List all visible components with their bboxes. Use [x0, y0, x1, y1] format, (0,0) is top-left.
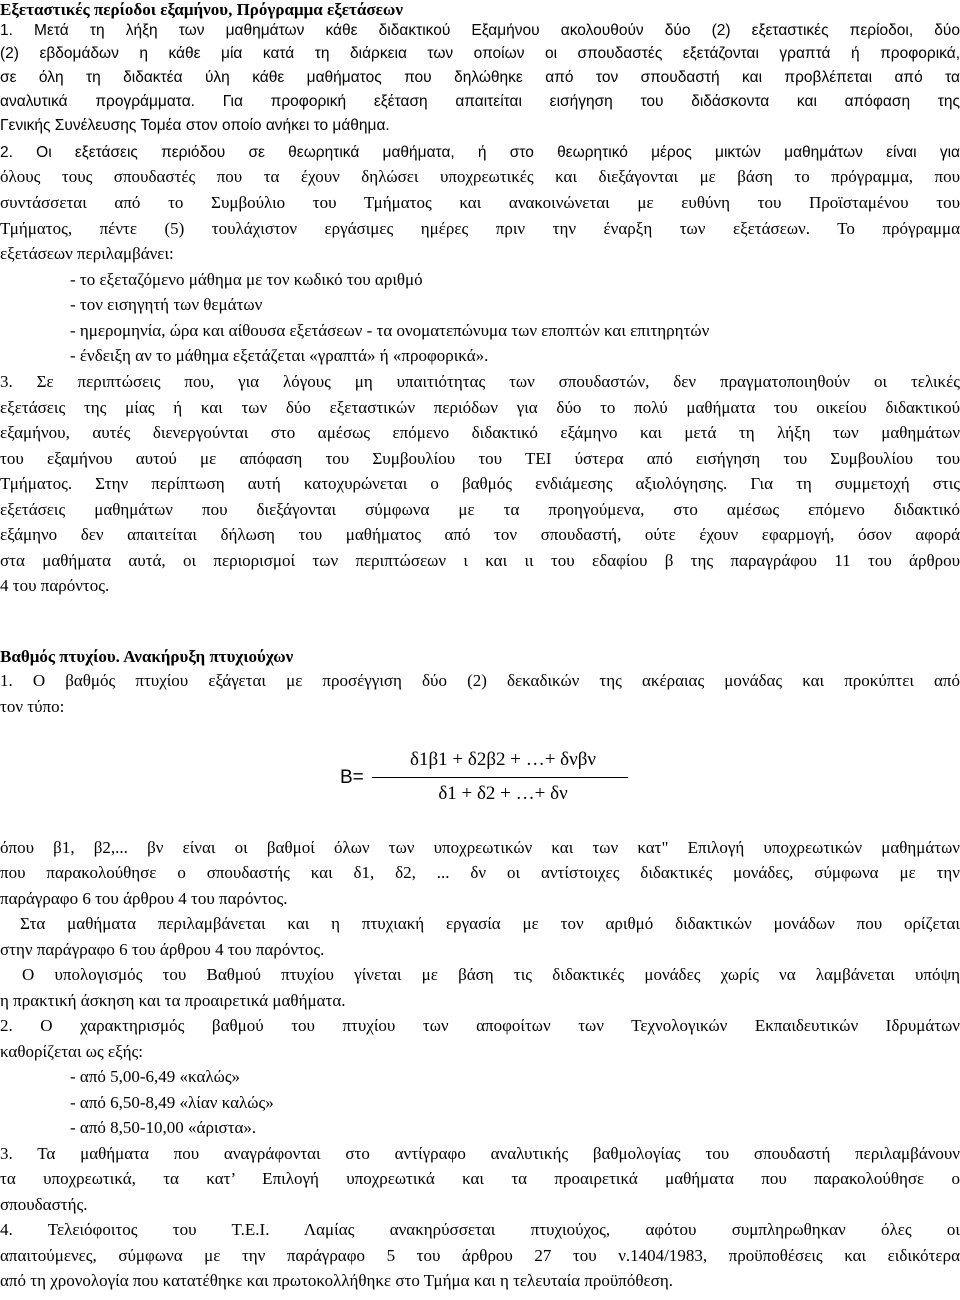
paragraph-line: 1. Ο βαθμός πτυχίου εξάγεται με προσέγγιση δύο (2) δεκαδικών της ακέραιας μονάδας και προκύπτει από [0, 671, 960, 690]
paragraph-line: τον τύπο: [0, 697, 65, 716]
paragraph-line: 2. Ο χαρακτηρισμός βαθμού του πτυχίου των αποφοίτων των Τεχνολογικών Εκπαιδευτικών Ιδρυμάτων [0, 1016, 960, 1035]
fraction-bar [372, 777, 628, 778]
paragraph-line: Γενικής Συνέλευσης Τομέα στον οποίο ανήκει το μάθημα. [0, 117, 390, 134]
paragraph-line: 1. Μετά τη λήξη των μαθημάτων κάθε διδακτικού Εξαμήνου ακολουθούν δύο (2) εξεταστικές περίοδοι, δύο [0, 22, 960, 39]
paragraph-line: εξετάσεις της μίας ή και των δύο εξεταστικών περιόδων για δύο το πολύ μαθήματα του οικείου διδακτικού [0, 398, 960, 417]
list-item: - από 6,50-8,49 «λίαν καλώς» [70, 1093, 274, 1112]
list-item: - από 5,00-6,49 «καλώς» [70, 1067, 241, 1086]
paragraph-line: εξετάσεων περιλαμβάνει: [0, 244, 174, 263]
section-heading-exam-periods: Εξεταστικές περίοδοι εξαμήνου, Πρόγραμμα εξετάσεων [0, 0, 403, 19]
paragraph-line: εξάμηνο δεν απαιτείται δήλωση του μαθήματος από τον σπουδαστή, ούτε έχουν εφαρμογή, όσον αφορά [0, 525, 960, 544]
paragraph-line: Τμήματος. Στην περίπτωση αυτή κατοχυρώνεται ο βαθμός ενδιάμεσης αξιολόγησης. Για τη συμμετοχή στις [0, 474, 960, 493]
paragraph-line: εξαμήνου, αυτές διενεργούνται στο αμέσως επόμενο διδακτικό εξάμηνο και μετά τη λήξη των μαθημάτων [0, 423, 960, 442]
paragraph-line: η πρακτική άσκηση και τα προαιρετικά μαθήματα. [0, 991, 346, 1010]
list-item: - ημερομηνία, ώρα και αίθουσα εξετάσεων - τα ονοματεπώνυμα των εποπτών και επιτηρητών [70, 321, 710, 340]
paragraph-line: σπουδαστής. [0, 1195, 88, 1214]
paragraph-line: Ο υπολογισμός του Βαθμού πτυχίου γίνεται με βάση τις διδακτικές μονάδες χωρίς να λαμβάνεται υπόψη [22, 965, 960, 984]
paragraph-line: συντάσσεται από το Συμβούλιο του Τμήματος και ανακοινώνεται με ευθύνη του Προϊσταμένου του [0, 193, 960, 212]
paragraph-line: καθορίζεται ως εξής: [0, 1042, 143, 1061]
paragraph-line: όλους τους σπουδαστές που τα έχουν δηλώσει υποχρεωτικές και διεξάγονται με βάση το πρόγραμμα, που [0, 167, 960, 186]
list-item: - το εξεταζόμενο μάθημα με τον κωδικό του αριθμό [70, 270, 423, 289]
section-heading-degree-grade: Βαθμός πτυχίου. Ανακήρυξη πτυχιούχων [0, 647, 294, 666]
paragraph-line: όπου β1, β2,... βν είναι οι βαθμοί όλων των υποχρεωτικών και των κατ" Επιλογή υποχρεωτικών μαθημάτων [0, 838, 960, 857]
paragraph-line: του εξαμήνου αυτού με απόφαση του Συμβουλίου του ΤΕΙ ύστερα από εισήγηση του Συμβουλίου του [0, 449, 960, 468]
paragraph-line: σε όλη τη διδακτέα ύλη κάθε μαθήματος που δηλώθηκε από τον σπουδαστή και προβλέπεται από τα [0, 69, 960, 86]
paragraph-line: 3. Τα μαθήματα που αναγράφονται στο αντίγραφο αναλυτικής βαθμολογίας του σπουδαστή περιλαμβάνουν [0, 1144, 960, 1163]
paragraph-line: Τμήματος, πέντε (5) τουλάχιστον εργάσιμες ημέρες πριν την έναρξη των εξετάσεων. Το πρόγραμμα [0, 219, 960, 238]
paragraph-line: στα μαθήματα αυτά, οι περιορισμοί των περιπτώσεων ι και ιι του εδαφίου β της παραγράφου 11 του άρθρου [0, 551, 960, 570]
paragraph-line: στην παράγραφο 6 του άρθρου 4 του παρόντος. [0, 940, 325, 959]
formula-label: B= [340, 767, 364, 788]
paragraph-line: αναλυτικά προγράμματα. Για προφορική εξέταση απαιτείται εισήγηση του διδάσκοντα και απόφαση της [0, 93, 960, 110]
paragraph-line: (2) εβδομάδων η κάθε μία κατά τη διάρκεια των οποίων οι σπουδαστές εξετάζονται γραπτά ή προφορικά, [0, 45, 960, 62]
formula-numerator: δ1β1 + δ2β2 + …+ δνβν [410, 749, 596, 770]
paragraph-line: που παρακολούθησε ο σπουδαστής και δ1, δ2, ... δν οι αντίστοιχες διδακτικές μονάδες, σύμφωνα με την [0, 863, 960, 882]
paragraph-line: 3. Σε περιπτώσεις που, για λόγους μη υπαιτιότητας των σπουδαστών, δεν πραγματοποιηθούν οι τελικές [0, 372, 960, 391]
paragraph-line: από τη χρονολογία που κατατέθηκε και πρωτοκολλήθηκε στο Τμήμα και η τελευταία προϋπόθεση. [0, 1271, 673, 1290]
formula-denominator: δ1 + δ2 + …+ δν [438, 783, 568, 804]
paragraph-line: 2. Οι εξετάσεις περιόδου σε θεωρητικά μαθήματα, ή στο θεωρητικό μέρος μικτών μαθημάτων είναι για [0, 144, 960, 161]
paragraph-line: Στα μαθήματα περιλαμβάνεται και η πτυχιακή εργασία με τον αριθμό διδακτικών μονάδων που ορίζεται [20, 914, 960, 933]
paragraph-line: παράγραφο 6 του άρθρου 4 του παρόντος. [0, 889, 288, 908]
list-item: - τον εισηγητή των θεμάτων [70, 295, 263, 314]
paragraph-line: τα υποχρεωτικά, τα κατ’ Επιλογή υποχρεωτικά και τα προαιρετικά μαθήματα που παρακολούθησε ο [0, 1169, 960, 1188]
paragraph-line: 4. Τελειόφοιτος του Τ.Ε.Ι. Λαμίας ανακηρύσσεται πτυχιούχος, αφότου συμπληρωθηκαν όλες οι [0, 1220, 960, 1239]
paragraph-line: 4 του παρόντος. [0, 576, 110, 595]
list-item: - από 8,50-10,00 «άριστα». [70, 1118, 257, 1137]
list-item: - ένδειξη αν το μάθημα εξετάζεται «γραπτά» ή «προφορικά». [70, 346, 489, 365]
paragraph-line: απαιτούμενες, σύμφωνα με την παράγραφο 5 του άρθρου 27 του ν.1404/1983, προϋποθέσεις και ειδικότερα [0, 1246, 960, 1265]
paragraph-line: εξετάσεις μαθημάτων που διεξάγονται σύμφωνα με τα προηγούμενα, στο αμέσως επόμενο διδακτικό [0, 500, 960, 519]
